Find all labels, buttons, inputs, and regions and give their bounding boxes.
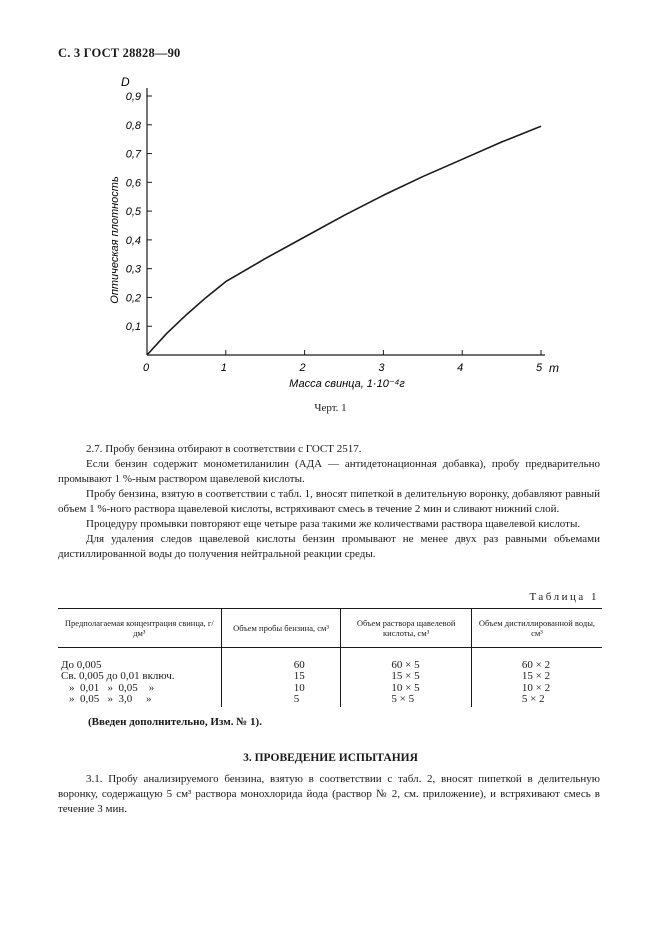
concentration-table [58, 608, 602, 707]
x-tick-label: 5 [535, 362, 543, 374]
table-cell [341, 648, 472, 708]
paragraph: Процедуру промывки повторяют еще четыре раза такими же количествами раствора щавелевой кислоты. [86, 518, 581, 530]
table-header: Объем раствора щавелевой кислоты, см³ [341, 609, 472, 648]
paragraph: Для удаления следов щавелевой кислоты бензин промывают не менее двух раз равными объемами дистиллированной воды до получения нейтральной реакции среды. [58, 533, 600, 560]
section-title: 3. ПРОВЕДЕНИЕ ИСПЫТАНИЯ [243, 752, 418, 764]
sample-value: 15 [293, 670, 305, 683]
sample-value: 10 [293, 681, 305, 694]
y-tick-label: 0,4 [125, 234, 141, 247]
sample-value: 5 [293, 692, 300, 705]
y-tick-label: 0,9 [125, 91, 141, 103]
paragraph: Пробу бензина, взятую в соответствии с табл. 1, вносят пипеткой в делительную воронку, добавляют равный объем 1 %-ного раствора щавелевой кислоты, встряхивают смесь в течение 2 мин и сливают нижний слой. [58, 488, 600, 515]
oxalic-value: 60 × 5 [391, 659, 420, 671]
water-value: 10 × 2 [521, 681, 551, 694]
table-cell [471, 648, 602, 708]
page-header: С. 3 ГОСТ 28828—90 [58, 46, 181, 60]
conc-value: » 0,01 » 0,05 » [69, 681, 155, 694]
y-axis-letter: D [121, 75, 130, 89]
table-header: Объем дистиллированной воды, см³ [471, 609, 602, 648]
paragraph: Если бензин содержит монометиланилин (АДА — антидетонационная добавка), пробу предварительно промывают 1 %-ным раствором щавелевой кислоты. [58, 458, 600, 485]
water-value: 5 × 2 [521, 692, 545, 705]
oxalic-value: 5 × 5 [391, 692, 415, 705]
figure-caption: Черт. 1 [314, 402, 347, 414]
water-value: 60 × 2 [521, 659, 551, 671]
calibration-chart [0, 0, 661, 400]
x-tick-label: 4 [457, 362, 464, 374]
calibration-curve [147, 126, 541, 355]
y-tick-label: 0,8 [125, 119, 141, 132]
sample-value: 60 [293, 659, 305, 671]
y-tick-label: 0,5 [125, 206, 141, 219]
x-tick-label: 1 [220, 362, 227, 374]
x-tick-label: 2 [299, 362, 306, 374]
amendment-note: (Введен дополнительно, Изм. № 1). [88, 716, 262, 728]
table-cell [221, 648, 341, 708]
table-row [58, 648, 602, 708]
x-axis-label: Масса свинца, 1·10⁻⁴г [289, 378, 405, 390]
y-axis-label: Оптическая плотность [109, 176, 121, 304]
paragraph: 3.1. Пробу анализируемого бензина, взятую в соответствии с табл. 2, вносят пипеткой в делительную воронку, содержащую 5 см³ раствора монохлорида йода (раствор № 2, см. приложение), и встряхивают смесь в течение 3 мин. [58, 773, 600, 815]
x-tick-label: 3 [378, 362, 385, 374]
section-body [58, 772, 600, 817]
conc-value: » 0,05 » 3,0 » [69, 692, 152, 705]
table-header: Предполагаемая концентрация свинца, г/дм³ [58, 609, 221, 648]
table-label: Таблица 1 [529, 591, 599, 603]
y-tick-label: 0,6 [125, 177, 141, 190]
x-axis-letter: m [549, 361, 559, 375]
table-header: Объем пробы бензина, см³ [221, 609, 341, 648]
y-tick-label: 0,3 [125, 263, 141, 276]
body-text [58, 442, 600, 562]
table-cell [58, 648, 221, 708]
y-tick-label: 0,2 [125, 292, 141, 305]
conc-value: Св. 0,005 до 0,01 включ. [61, 670, 175, 683]
water-value: 15 × 2 [521, 670, 551, 683]
y-tick-label: 0,1 [125, 321, 141, 334]
paragraph: 2.7. Пробу бензина отбирают в соответствии с ГОСТ 2517. [86, 443, 362, 455]
oxalic-value: 10 × 5 [391, 681, 420, 694]
y-tick-label: 0,7 [125, 148, 141, 161]
conc-value: До 0,005 [61, 659, 102, 671]
oxalic-value: 15 × 5 [391, 670, 420, 683]
x-tick-label: 0 [142, 362, 150, 374]
